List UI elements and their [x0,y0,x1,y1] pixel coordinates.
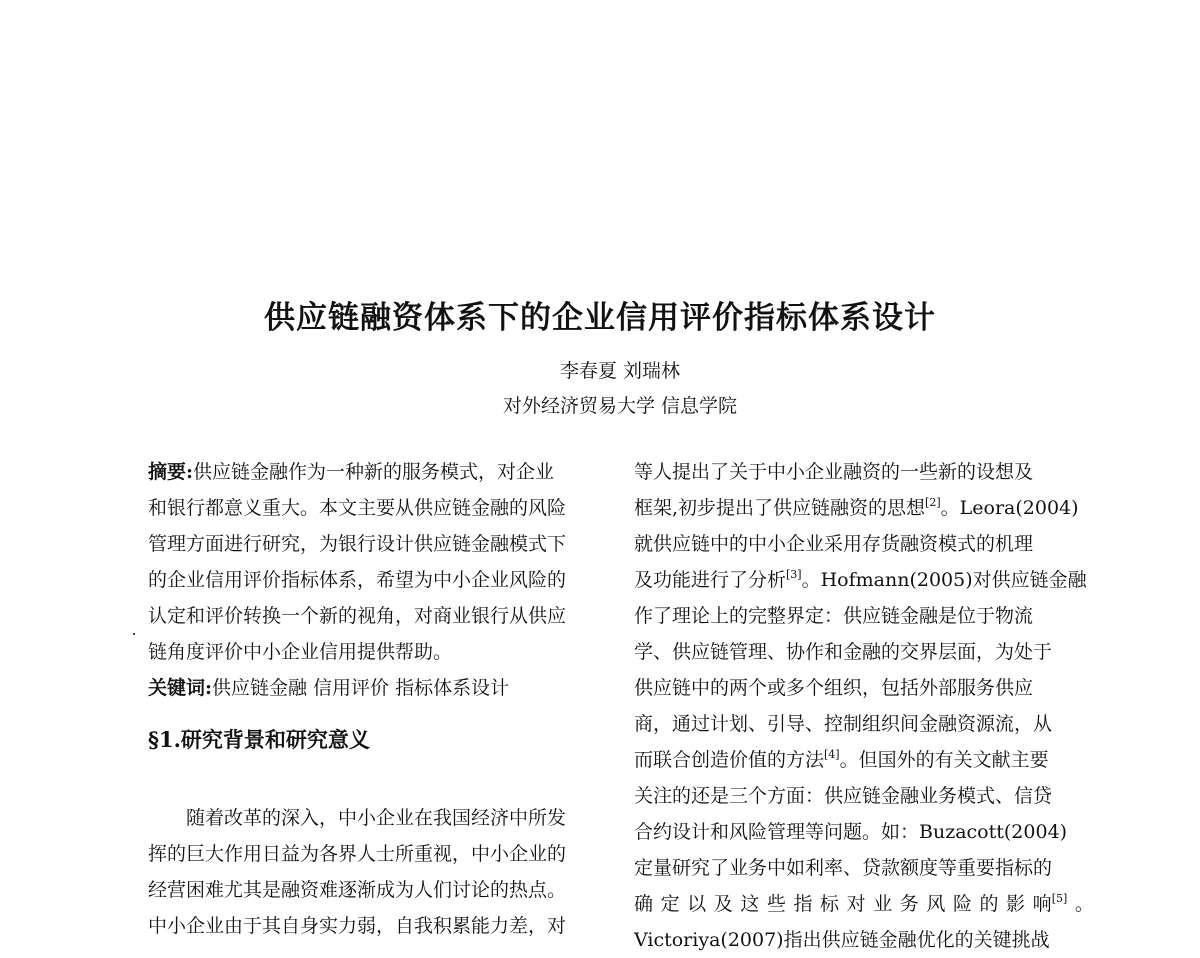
body-line: 关注的还是三个方面：供应链金融业务模式、信贷 [634,785,1053,807]
body-line-spaced [634,886,1094,922]
keywords-text: 供应链金融 信用评价 指标体系设计 [212,677,510,699]
spaced-char: 这 [740,893,760,915]
body-line: 定量研究了业务中如利率、贷款额度等重要指标的 [634,857,1053,879]
keywords-label: 关键词: [148,677,213,699]
body-line: 商，通过计划、引导、控制组织间金融资源流，从 [634,713,1053,735]
spacer [148,706,608,716]
spaced-char: 对 [846,893,866,915]
body-line: 等人提出了关于中小企业融资的一些新的设想及 [634,461,1034,483]
spaced-char: 些 [766,893,786,915]
citation-ref: [5] [1051,892,1068,905]
spaced-char: 及 [713,893,733,915]
body-line: 作了理论上的完整界定：供应链金融是位于物流 [634,605,1034,627]
spaced-char: 定 [660,893,680,915]
spaced-char: 指 [793,893,813,915]
citation-ref: [4] [824,748,840,761]
section-heading: §1.研究背景和研究意义 [148,727,370,752]
spaced-char: 。 [1074,893,1094,915]
body-line: 就供应链中的中小企业采用存货融资模式的机理 [634,533,1034,555]
abstract-line: 认定和评价转换一个新的视角，对商业银行从供应 [148,605,567,627]
spaced-char: 影 [1006,893,1026,915]
body-line: 随着改革的深入，中小企业在我国经济中所发 [186,807,567,829]
spacer [148,764,608,800]
body-line: 合约设计和风险管理等问题。如：Buzacott(2004) [634,821,1068,843]
citation-ref: [3] [786,568,802,581]
spaced-char: 的 [979,893,999,915]
abstract-line: 摘要:供应链金融作为一种新的服务模式，对企业 [148,461,555,483]
abstract-line: 的企业信用评价指标体系，希望为中小企业风险的 [148,569,567,591]
left-column [148,454,608,944]
spaced-char: 确 [634,893,654,915]
spaced-char: 响[5] [1032,892,1068,915]
spaced-char: 务 [899,893,919,915]
paper-title: 供应链融资体系下的企业信用评价指标体系设计 [264,300,936,336]
abstract-line: 链角度评价中小企业信用提供帮助。 [148,641,453,663]
spaced-char: 业 [873,893,893,915]
body-line: 供应链中的两个或多个组织，包括外部服务供应 [634,677,1034,699]
spaced-char: 风 [926,893,946,915]
body-line: 经营困难尤其是融资难逐渐成为人们讨论的热点。 [148,879,567,901]
abstract-label: 摘要: [148,461,194,483]
spaced-char: 以 [687,893,707,915]
citation-ref: [2] [925,496,941,509]
abstract-line: 和银行都意义重大。本文主要从供应链金融的风险 [148,497,567,519]
margin-mark [133,633,135,635]
abstract-line: 管理方面进行研究，为银行设计供应链金融模式下 [148,533,567,555]
body-line: 中小企业由于其自身实力弱，自我积累能力差，对 [148,915,567,937]
body-line: 及功能进行了分析[3]。Hofmann(2005)对供应链金融 [634,568,1087,591]
affiliation: 对外经济贸易大学 信息学院 [502,395,738,417]
right-column [634,454,1094,958]
authors: 李春夏 刘瑞林 [559,360,681,382]
spaced-char: 险 [952,893,972,915]
body-line: Victoriya(2007)指出供应链金融优化的关键挑战 [634,929,1050,951]
body-line: 而联合创造价值的方法[4]。但国外的有关文献主要 [634,748,1049,771]
keywords-line [148,670,608,706]
body-line: 框架,初步提出了供应链融资的思想[2]。Leora(2004) [634,496,1079,519]
body-line: 挥的巨大作用日益为各界人士所重视，中小企业的 [148,843,567,865]
spaced-char: 标 [820,893,840,915]
body-line: 学、供应链管理、协作和金融的交界层面，为处于 [634,641,1053,663]
